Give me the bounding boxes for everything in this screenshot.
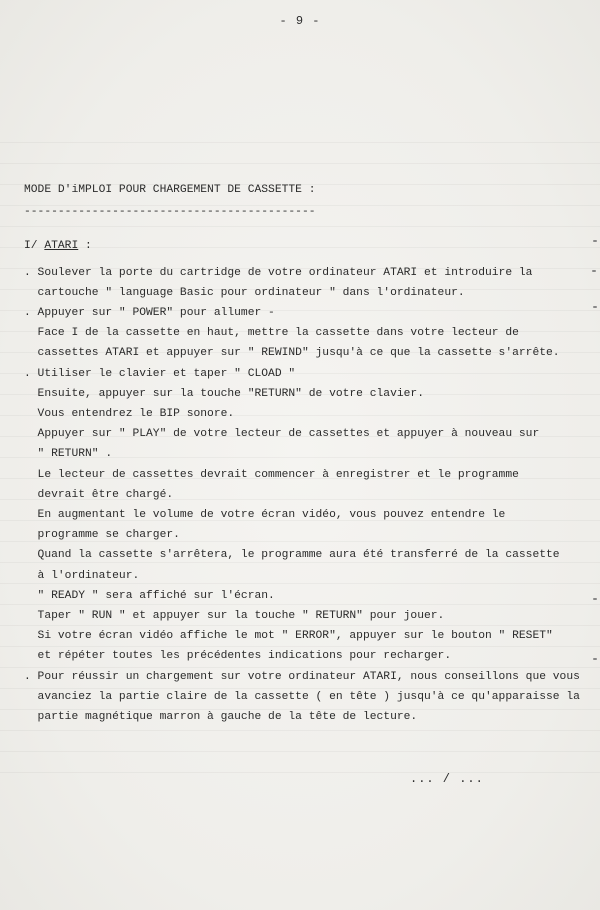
instruction-line: " READY " sera affiché sur l'écran. bbox=[24, 589, 275, 602]
instruction-line: cartouche " language Basic pour ordinateur " dans l'ordinateur. bbox=[24, 286, 465, 299]
margin-speck bbox=[592, 270, 596, 272]
page-number: - 9 - bbox=[279, 14, 321, 28]
instruction-line: En augmentant le volume de votre écran vidéo, vous pouvez entendre le bbox=[24, 509, 506, 522]
margin-speck bbox=[593, 240, 597, 242]
instruction-line: avanciez la partie claire de la cassette ( en tête ) jusqu'à ce qu'apparaisse la bbox=[24, 690, 580, 703]
instruction-line: . Appuyer sur " POWER" pour allumer - bbox=[24, 307, 275, 320]
instruction-line: Quand la cassette s'arrêtera, le programme aura été transferré de la cassette bbox=[24, 549, 560, 562]
margin-speck bbox=[593, 306, 597, 308]
instruction-list bbox=[24, 263, 584, 728]
instruction-line: Taper " RUN " et appuyer sur la touche " RETURN" pour jouer. bbox=[24, 610, 445, 623]
instruction-line: Ensuite, appuyer sur la touche "RETURN" de votre clavier. bbox=[24, 387, 424, 400]
instruction-line: . Pour réussir un chargement sur votre ordinateur ATARI, nous conseillons que vous bbox=[24, 670, 580, 683]
instruction-line: Si votre écran vidéo affiche le mot " ERROR", appuyer sur le bouton " RESET" bbox=[24, 630, 553, 643]
section-heading-text: ATARI bbox=[44, 240, 79, 253]
instruction-line: à l'ordinateur. bbox=[24, 569, 140, 582]
instruction-line: et répéter toutes les précédentes indications pour recharger. bbox=[24, 650, 452, 663]
instruction-line: Face I de la cassette en haut, mettre la cassette dans votre lecteur de bbox=[24, 327, 519, 340]
document-title: MODE D'iMPLOI POUR CHARGEMENT DE CASSETTE : bbox=[24, 184, 316, 196]
instruction-line: Vous entendrez le BIP sonore. bbox=[24, 408, 235, 421]
instruction-line: Appuyer sur " PLAY" de votre lecteur de cassettes et appuyer à nouveau sur bbox=[24, 428, 540, 441]
document-body bbox=[24, 180, 584, 727]
instruction-line: Le lecteur de cassettes devrait commencer à enregistrer et le programme bbox=[24, 468, 519, 481]
instruction-line: . Utiliser le clavier et taper " CLOAD " bbox=[24, 367, 296, 380]
continuation-marker: ... / ... bbox=[410, 772, 484, 786]
section-heading-colon: : bbox=[78, 240, 92, 253]
margin-speck bbox=[593, 658, 597, 660]
instruction-line: programme se charger. bbox=[24, 529, 180, 542]
title-underline-rule: ------------------------------------------- bbox=[24, 206, 316, 219]
instruction-line: . Soulever la porte du cartridge de votre ordinateur ATARI et introduire la bbox=[24, 266, 533, 279]
instruction-line: devrait être chargé. bbox=[24, 488, 174, 501]
margin-speck bbox=[593, 598, 597, 600]
instruction-line: partie magnétique marron à gauche de la tête de lecture. bbox=[24, 711, 418, 724]
section-heading bbox=[24, 236, 584, 256]
instruction-line: cassettes ATARI et appuyer sur " REWIND" jusqu'à ce que la cassette s'arrête. bbox=[24, 347, 560, 360]
section-number: I/ bbox=[24, 240, 45, 253]
instruction-line: " RETURN" . bbox=[24, 448, 113, 461]
